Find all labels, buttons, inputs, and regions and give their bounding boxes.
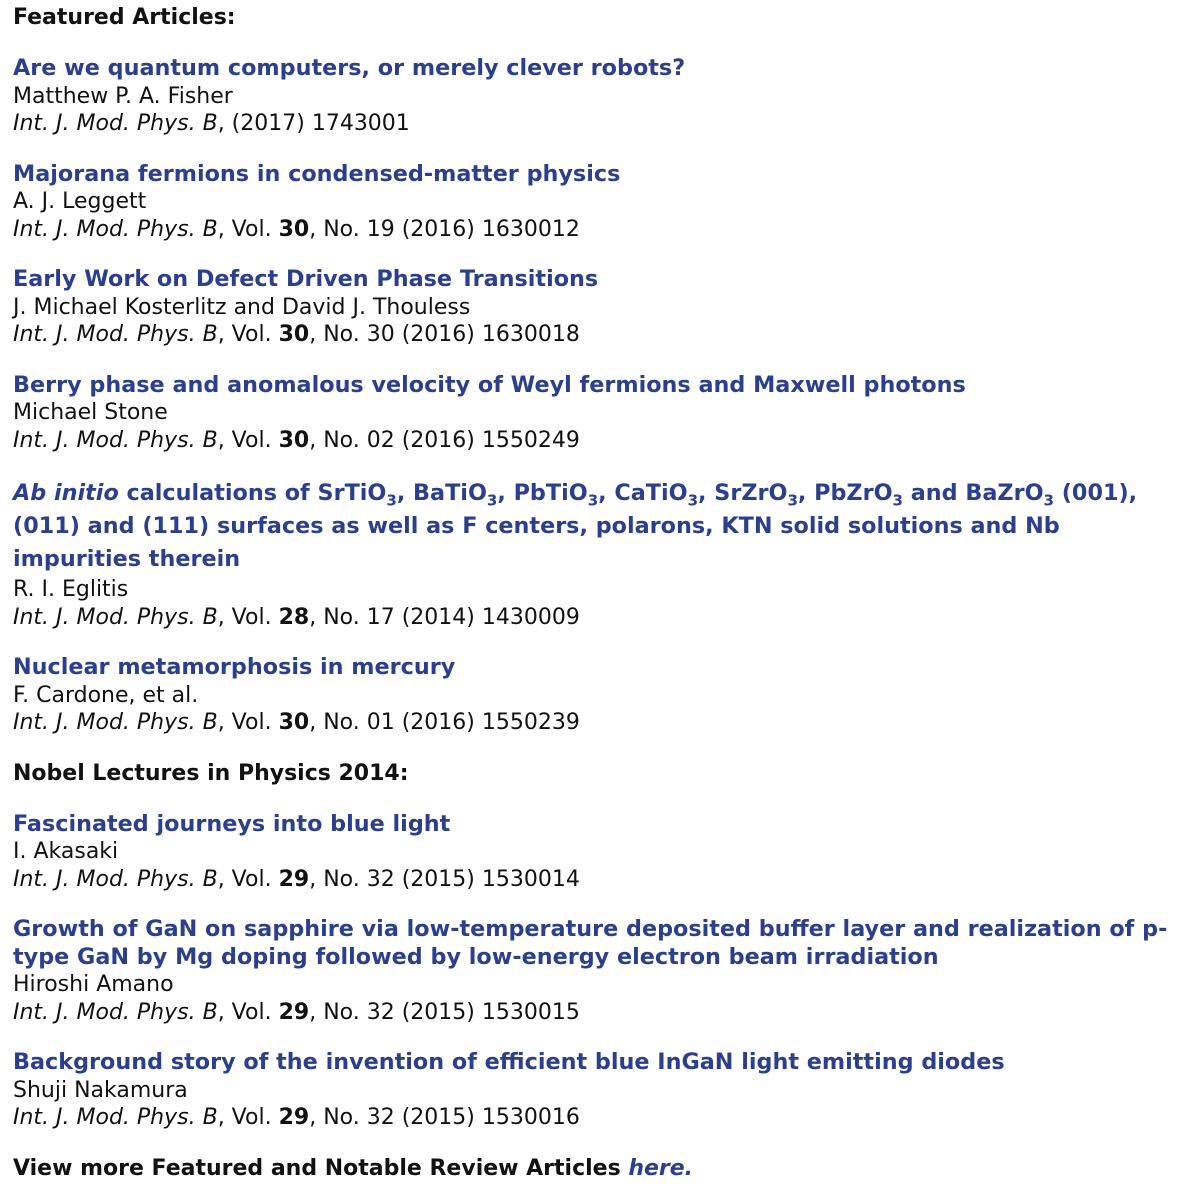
title-fragment: , CaTiO	[598, 480, 688, 506]
vol-prefix: , Vol.	[217, 1105, 279, 1130]
article-title-link[interactable]: Nuclear metamorphosis in mercury	[13, 654, 456, 680]
featured-heading: Featured Articles:	[13, 5, 236, 30]
volume-number: 30	[278, 427, 310, 453]
vol-prefix: , Vol.	[217, 427, 279, 453]
article-citation	[13, 110, 1188, 138]
volume-number: 30	[278, 322, 310, 347]
citation-rest: , No. 17 (2014) 1430009	[309, 604, 580, 630]
citation-rest: , No. 30 (2016) 1630018	[309, 322, 580, 347]
vol-prefix: , Vol.	[217, 216, 279, 242]
subscript: 3	[587, 491, 599, 510]
article-title-link[interactable]: Growth of GaN on sapphire via low-temperature deposited buffer layer and realization of p-type GaN by Mg doping followed by low-energy electron beam irradiation	[13, 916, 1168, 970]
citation-rest: , (2017) 1743001	[217, 111, 410, 136]
title-fragment: , PbZrO	[797, 480, 893, 506]
article-authors: Matthew P. A. Fisher	[13, 83, 233, 109]
vol-prefix: , Vol.	[217, 866, 279, 892]
article-authors: J. Michael Kosterlitz and David J. Thouless	[13, 294, 471, 320]
vol-prefix: , Vol.	[217, 999, 279, 1025]
vol-prefix: , Vol.	[217, 710, 279, 735]
citation-rest: , No. 32 (2015) 1530015	[309, 999, 580, 1025]
article-title-link[interactable]: Early Work on Defect Driven Phase Transitions	[13, 266, 599, 292]
journal-name: Int. J. Mod. Phys. B	[13, 866, 218, 892]
title-fragment: calculations of SrTiO	[118, 480, 387, 506]
article-title-link[interactable]: Background story of the invention of efficient blue InGaN light emitting diodes	[13, 1049, 1005, 1075]
citation-rest: , No. 02 (2016) 1550249	[309, 427, 580, 453]
vol-prefix: , Vol.	[217, 322, 279, 347]
subscript: 3	[1043, 491, 1054, 510]
journal-name: Int. J. Mod. Phys. B	[13, 427, 218, 453]
page	[0, 4, 1200, 1183]
journal-name: Int. J. Mod. Phys. B	[13, 216, 218, 242]
subscript: 3	[687, 491, 699, 510]
citation-rest: , No. 01 (2016) 1550239	[309, 710, 580, 735]
citation-rest: , No. 19 (2016) 1630012	[309, 216, 580, 242]
article-item	[13, 1049, 1188, 1132]
subscript: 3	[386, 491, 397, 510]
article-title-link[interactable]: Majorana fermions in condensed-matter physics	[13, 160, 621, 187]
article-title-link[interactable]: Fascinated journeys into blue light	[13, 810, 451, 837]
article-authors: Hiroshi Amano	[13, 972, 174, 997]
journal-name: Int. J. Mod. Phys. B	[13, 604, 218, 630]
article-item	[13, 266, 1188, 349]
article-citation	[13, 321, 1188, 349]
volume-number: 28	[278, 604, 310, 630]
title-fragment: and BaZrO	[902, 480, 1044, 506]
article-citation	[13, 866, 1188, 894]
journal-name: Int. J. Mod. Phys. B	[13, 999, 218, 1025]
article-authors: R. I. Eglitis	[13, 577, 129, 602]
title-fragment: , BaTiO	[396, 480, 487, 506]
article-item	[13, 55, 1188, 138]
journal-name: Int. J. Mod. Phys. B	[13, 710, 218, 735]
article-authors: F. Cardone, et al.	[13, 682, 199, 708]
article-authors: I. Akasaki	[13, 839, 119, 864]
title-emphasis: Ab initio	[13, 480, 119, 506]
subscript: 3	[892, 491, 903, 510]
article-title-link[interactable]: Berry phase and anomalous velocity of Weyl fermions and Maxwell photons	[13, 371, 966, 398]
article-item	[13, 654, 1188, 737]
article-item	[13, 477, 1188, 631]
article-citation	[13, 709, 1188, 737]
article-item	[13, 811, 1188, 894]
volume-number: 29	[278, 866, 310, 892]
volume-number: 30	[278, 710, 310, 735]
title-fragment: , PbTiO	[497, 480, 588, 506]
journal-name: Int. J. Mod. Phys. B	[13, 1105, 218, 1130]
article-authors: A. J. Leggett	[13, 189, 147, 214]
article-title-link[interactable]	[13, 477, 1188, 576]
view-more-text: View more Featured and Notable Review Articles	[13, 1155, 629, 1181]
article-citation	[13, 427, 1188, 455]
article-title-link[interactable]: Are we quantum computers, or merely clever robots?	[13, 55, 686, 81]
article-citation	[13, 216, 1188, 244]
volume-number: 30	[278, 216, 310, 242]
article-citation	[13, 1104, 1188, 1132]
article-authors: Shuji Nakamura	[13, 1077, 188, 1103]
article-citation	[13, 604, 1188, 632]
view-more-here-link[interactable]: here.	[628, 1155, 694, 1181]
nobel-heading: Nobel Lectures in Physics 2014:	[13, 760, 409, 786]
journal-name: Int. J. Mod. Phys. B	[13, 322, 218, 347]
article-item	[13, 372, 1188, 455]
citation-rest: , No. 32 (2015) 1530014	[309, 866, 580, 892]
view-more-line	[13, 1155, 1188, 1183]
title-fragment: (001), (011) and (111) surfaces as well as F centers, polarons, KTN solid solutions and Nb impurities therein	[13, 480, 1138, 572]
vol-prefix: , Vol.	[217, 604, 279, 630]
subscript: 3	[787, 491, 798, 510]
volume-number: 29	[278, 999, 310, 1025]
journal-name: Int. J. Mod. Phys. B	[13, 111, 218, 136]
article-authors: Michael Stone	[13, 400, 168, 425]
article-item	[13, 916, 1188, 1026]
title-fragment: , SrZrO	[698, 480, 788, 506]
citation-rest: , No. 32 (2015) 1530016	[309, 1105, 580, 1130]
article-citation	[13, 999, 1188, 1027]
article-item	[13, 161, 1188, 244]
subscript: 3	[486, 491, 498, 510]
volume-number: 29	[278, 1105, 310, 1130]
